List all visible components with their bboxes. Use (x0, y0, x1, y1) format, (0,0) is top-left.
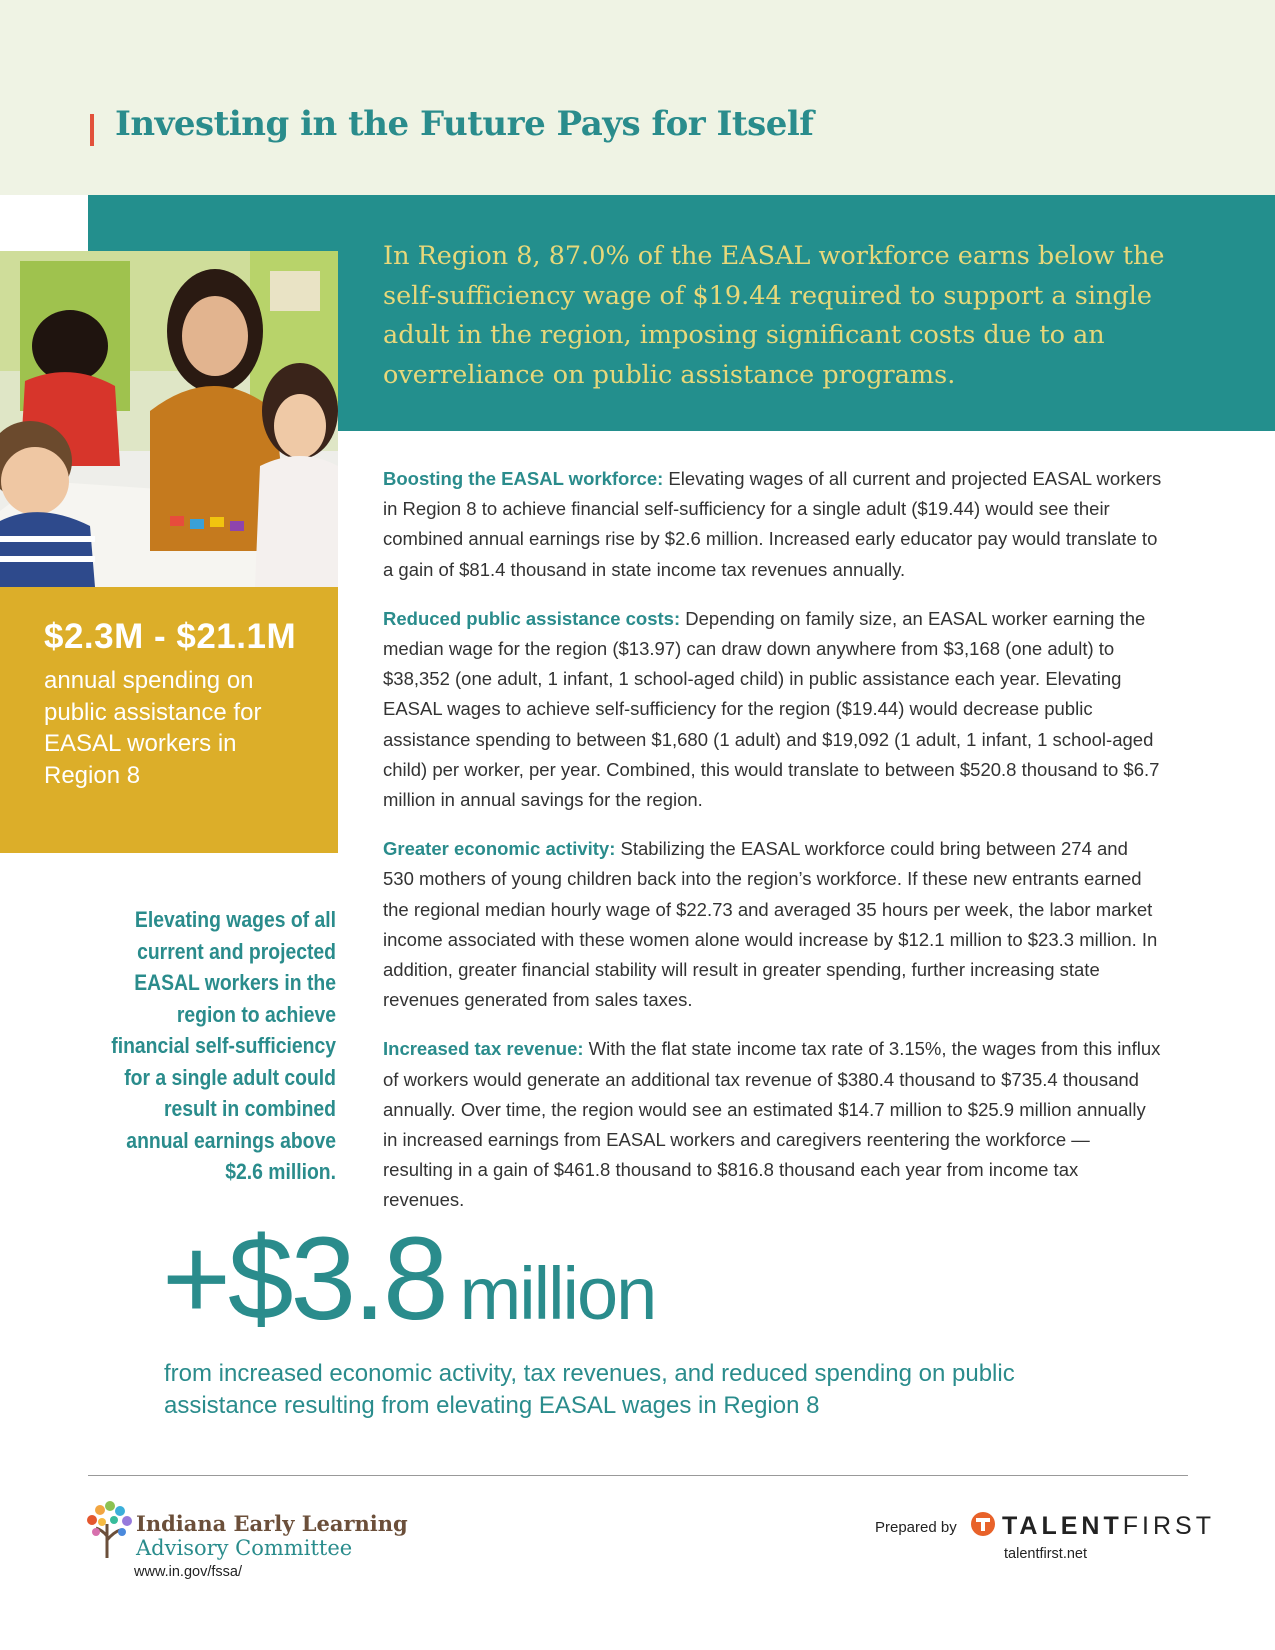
section-text: Stabilizing the EASAL workforce could bring between 274 and 530 mothers of young children back into the region’s workforce. If these new entrants earned the regional median hourly wage of $22.73 and averaged 35 hours per week, the labor market income associated with these women alone would increase by $12.1 million to $23.3 million. In addition, greater financial stability will result in greater spending, further increasing state revenues generated from sales taxes. (383, 838, 1158, 1011)
page-title: Investing in the Future Pays for Itself (115, 104, 814, 144)
iel-logo (84, 1500, 408, 1580)
section-text: With the flat state income tax rate of 3.15%, the wages from this influx of workers would generate an additional tax revenue of $380.4 thousand to $735.4 thousand annually. Over time, the region would see an estimated $14.7 million to $25.9 million annually in increased earnings from EASAL workers and caregivers reentering the workforce — resulting in a gain of $461.8 thousand to $816.8 thousand each year from income tax revenues. (383, 1038, 1161, 1211)
partner-url[interactable]: talentfirst.net (1004, 1546, 1088, 1562)
org-subname: Advisory Committee (136, 1536, 353, 1560)
body-content (383, 464, 1163, 1235)
highlight-number: +$3.8 (162, 1213, 446, 1345)
partner-logo-text (1002, 1512, 1215, 1541)
section-lead: Boosting the EASAL workforce: (383, 468, 664, 489)
section-lead: Increased tax revenue: (383, 1038, 584, 1060)
header-band (0, 0, 1275, 195)
org-name: Indiana Early Learning (136, 1511, 408, 1536)
section-public-assistance (383, 604, 1163, 815)
prepared-by-label: Prepared by (875, 1519, 957, 1536)
partner-name-light: FIRST (1122, 1512, 1215, 1540)
title-accent-bar (90, 114, 94, 146)
spending-stat-description: annual spending on public assistance for EASAL workers in Region 8 (44, 667, 262, 789)
section-text: Elevating wages of all current and projected EASAL workers in Region 8 to achieve financial self-sufficiency for a single adult ($19.44) would see their combined annual earnings rise by $2.6 million. Increased early educator pay would translate to a gain of $81.4 thousand in state income tax revenues annually. (383, 468, 1162, 580)
tree-icon (84, 1500, 134, 1560)
section-lead: Greater economic activity: (383, 838, 616, 860)
section-lead: Reduced public assistance costs: (383, 607, 681, 629)
section-tax-revenue (383, 1034, 1163, 1215)
section-workforce (383, 464, 1163, 585)
highlight-description: from increased economic activity, tax revenues, and reduced spending on public assistance resulting from elevating EASAL wages in Region 8 (164, 1360, 1015, 1419)
highlight-unit: million (459, 1252, 656, 1335)
intro-text: In Region 8, 87.0% of the EASAL workforce earns below the self-sufficiency wage of $19.44 required to support a single adult in the region, imposing significant costs due to an overreliance on public assistance programs. (383, 241, 1165, 390)
section-text: Depending on family size, an EASAL worker earning the median wage for the region ($13.97) can draw down anywhere from $3,168 (one adult) to $38,352 (one adult, 1 infant, 1 school-aged child) in public assistance each year. Elevating EASAL wages to achieve self-sufficiency for the region ($19.44) would decrease public assistance spending to between $1,680 (1 adult) and $19,092 (1 adult, 1 infant, 1 school-aged child) per worker, per year. Combined, this would translate to between $520.8 thousand to $6.7 million in annual savings for the region. (383, 607, 1160, 811)
org-url[interactable]: www.in.gov/fssa/ (134, 1564, 242, 1580)
highlight-stat (162, 1213, 656, 1345)
spending-stat-value: $2.3M - $21.1M (44, 617, 297, 656)
footer-divider (88, 1475, 1188, 1476)
classroom-photo (0, 251, 338, 587)
partner-name-bold: TALENT (1002, 1512, 1123, 1540)
spending-stat-box (0, 587, 338, 853)
pull-quote: Elevating wages of all current and projected EASAL workers in the region to achieve financial self-sufficiency for a single adult could result in combined annual earnings above $2.6 million. (111, 907, 336, 1184)
talentfirst-logo-icon (970, 1511, 996, 1537)
section-economic-activity (383, 834, 1163, 1015)
